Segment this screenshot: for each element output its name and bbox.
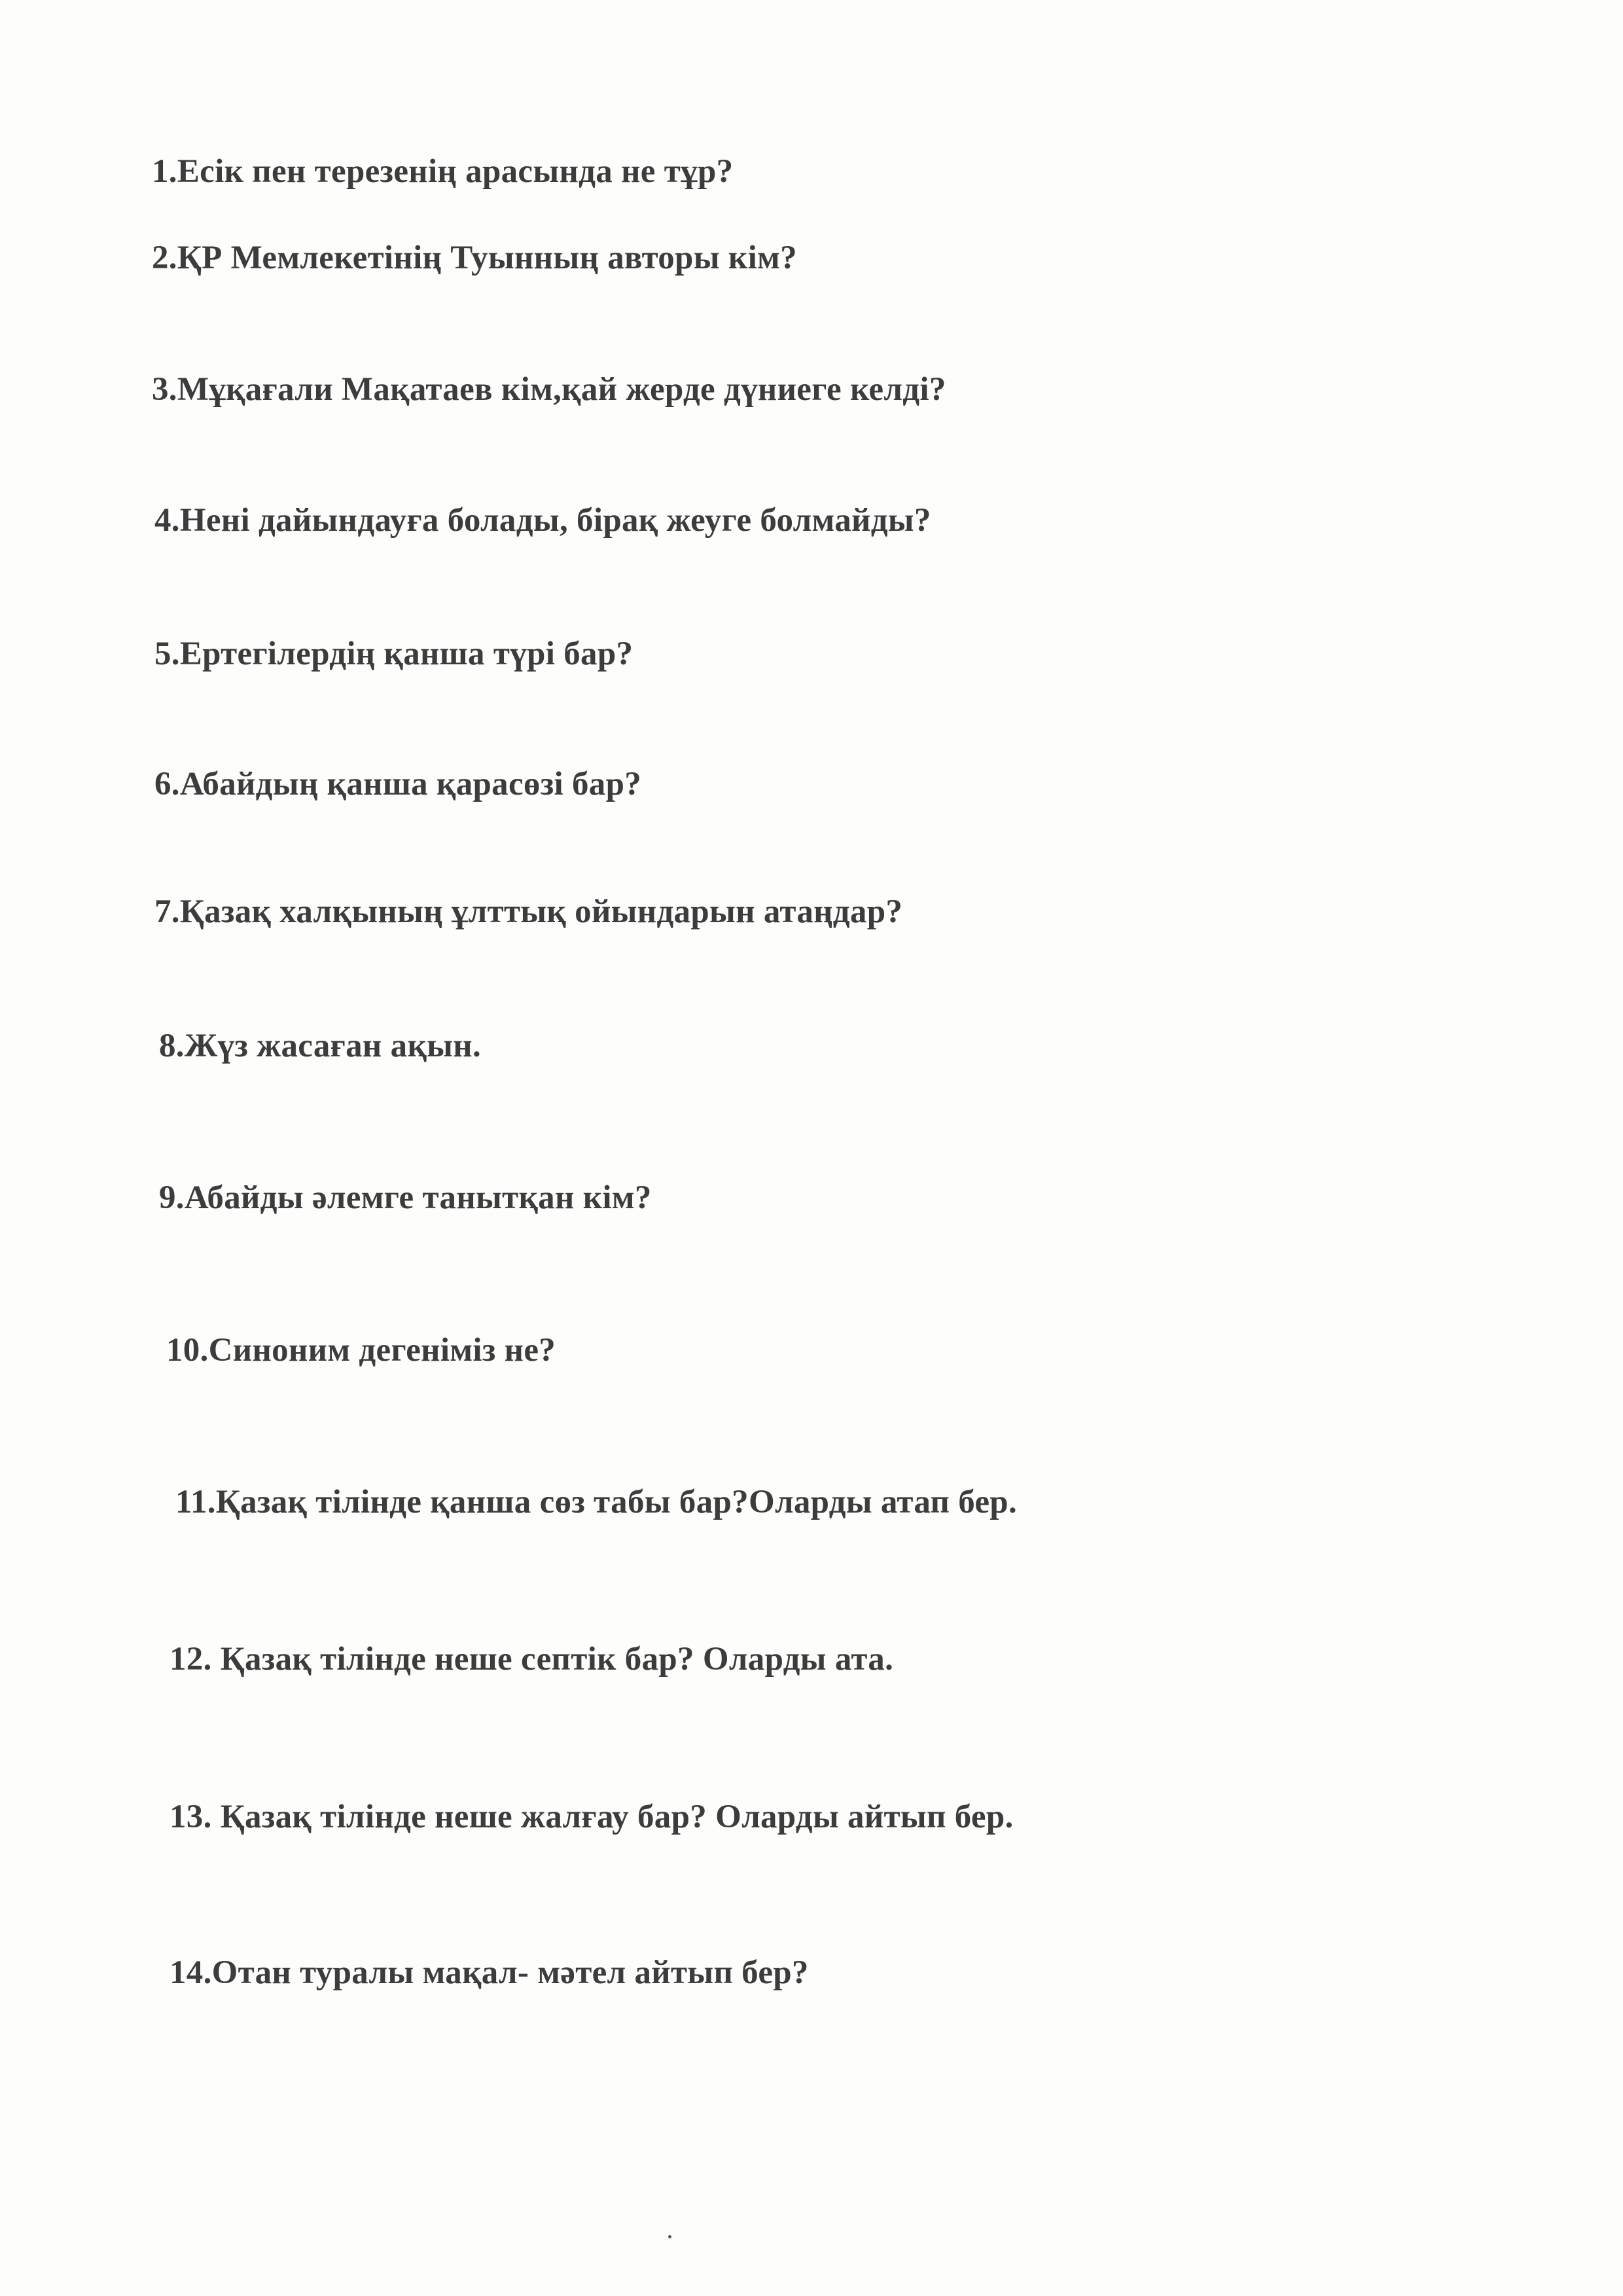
question-6: 6.Абайдың қанша қарасөзі бар? <box>154 766 642 802</box>
question-1: 1.Есік пен терезенің арасында не тұр? <box>152 153 734 190</box>
question-8: 8.Жүз жасаған ақын. <box>159 1028 481 1064</box>
scan-speck <box>668 2235 671 2238</box>
question-7: 7.Қазақ халқының ұлттық ойындарын атаңдар? <box>154 893 903 930</box>
question-14: 14.Отан туралы мақал- мәтел айтып бер? <box>169 1954 809 1991</box>
question-4: 4.Нені дайындауға болады, бірақ жеуге болмайды? <box>154 502 931 539</box>
question-2: 2.ҚР Мемлекетінің Туынның авторы кім? <box>152 240 797 276</box>
question-13: 13. Қазақ тілінде неше жалғау бар? Оларды айтып бер. <box>169 1799 1014 1835</box>
question-5: 5.Ертегілердің қанша түрі бар? <box>154 636 633 672</box>
question-9: 9.Абайды әлемге танытқан кім? <box>159 1179 652 1216</box>
question-12: 12. Қазақ тілінде неше септік бар? Оларды ата. <box>169 1641 894 1677</box>
question-11: 11.Қазақ тілінде қанша сөз табы бар?Оларды атап бер. <box>175 1484 1018 1520</box>
question-3: 3.Мұқағали Мақатаев кім,қай жерде дүниеге келді? <box>152 371 946 408</box>
question-10: 10.Синоним дегеніміз не? <box>166 1332 556 1369</box>
